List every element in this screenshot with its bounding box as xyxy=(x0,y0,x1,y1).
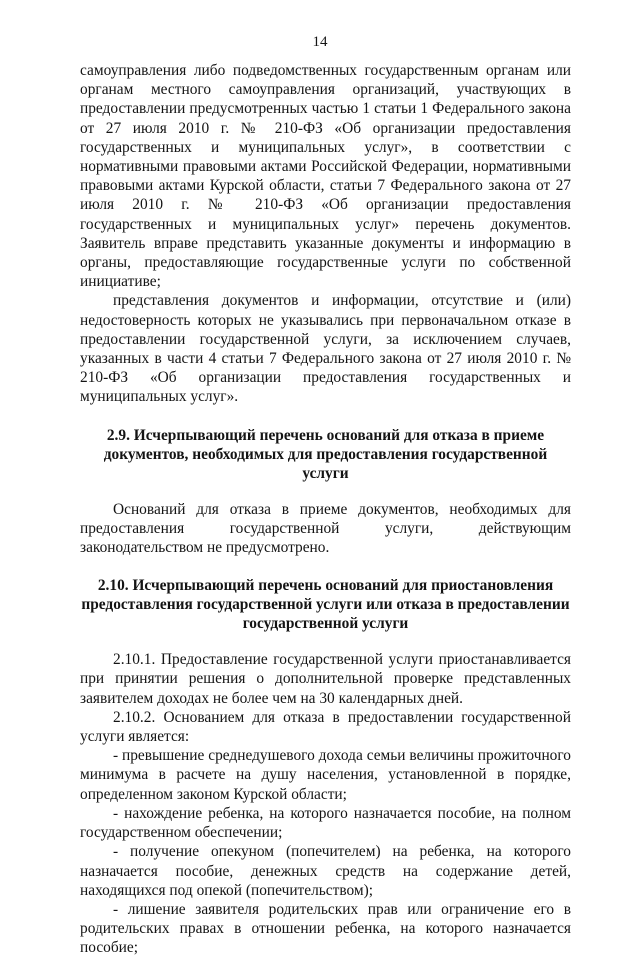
list-item: - нахождение ребенка, на которого назначается пособие, на полном государственном обеспечении; xyxy=(80,804,571,842)
paragraph-continuation: самоуправления либо подведомственных государственным органам или органам местного самоуправления организаций, участвующих в предоставлении предусмотренных частью 1 статьи 1 Федерального закона от 27 июля 2010 г. № 210-ФЗ «Об организации предоставления государственных и муниципальных услуг», в соответствии с нормативными правовыми актами Российской Федерации, нормативными правовыми актами Курской области, статьи 7 Федерального закона от 27 июля 2010 г. № 210-ФЗ «Об организации предоставления государственных и муниципальных услуг» перечень документов. Заявитель вправе представить указанные документы и информацию в органы, предоставляющие государственные услуги по собственной инициативе; xyxy=(80,62,571,291)
list-item: - получение опекуном (попечителем) на ребенка, на которого назначается пособие, денежных средств на содержание детей, находящихся под опекой (попечительством); xyxy=(80,843,571,899)
paragraph-2-10-2: 2.10.2. Основанием для отказа в предоставлении государственной услуги является: xyxy=(80,708,571,746)
list-item: - лишение заявителя родительских прав или ограничение его в родительских правах в отношении ребенка, на которого назначается пособие; xyxy=(80,900,571,957)
document-body xyxy=(80,61,571,958)
list-item: - превышение среднедушевого дохода семьи величины прожиточного минимума в расчете на душу населения, установленной в порядке, определенном законом Курской области; xyxy=(80,747,571,803)
page-number: 14 xyxy=(312,34,328,50)
section-heading-2-9: 2.9. Исчерпывающий перечень оснований для отказа в приеме документов, необходимых для предоставления государственной услуги xyxy=(103,426,548,482)
section-heading-2-10: 2.10. Исчерпывающий перечень оснований для приостановления предоставления государственной услуги или отказа в предоставлении государственной услуги xyxy=(81,577,570,633)
paragraph-2-10-1: 2.10.1. Предоставление государственной услуги приостанавливается при принятии решения о дополнительной проверке представленных заявителем доходах не более чем на 30 календарных дней. xyxy=(80,651,571,707)
paragraph-documents-submission: представления документов и информации, отсутствие и (или) недостоверность которых не указывались при первоначальном отказе в предоставлении государственной услуги, за исключением случаев, указанных в части 4 статьи 7 Федерального закона от 27 июля 2010 г. № 210-ФЗ «Об организации предоставления государственных и муниципальных услуг». xyxy=(80,292,571,406)
paragraph-2-9: Оснований для отказа в приеме документов, необходимых для предоставления государственной услуги, действующим законодательством не предусмотрено. xyxy=(80,500,571,557)
